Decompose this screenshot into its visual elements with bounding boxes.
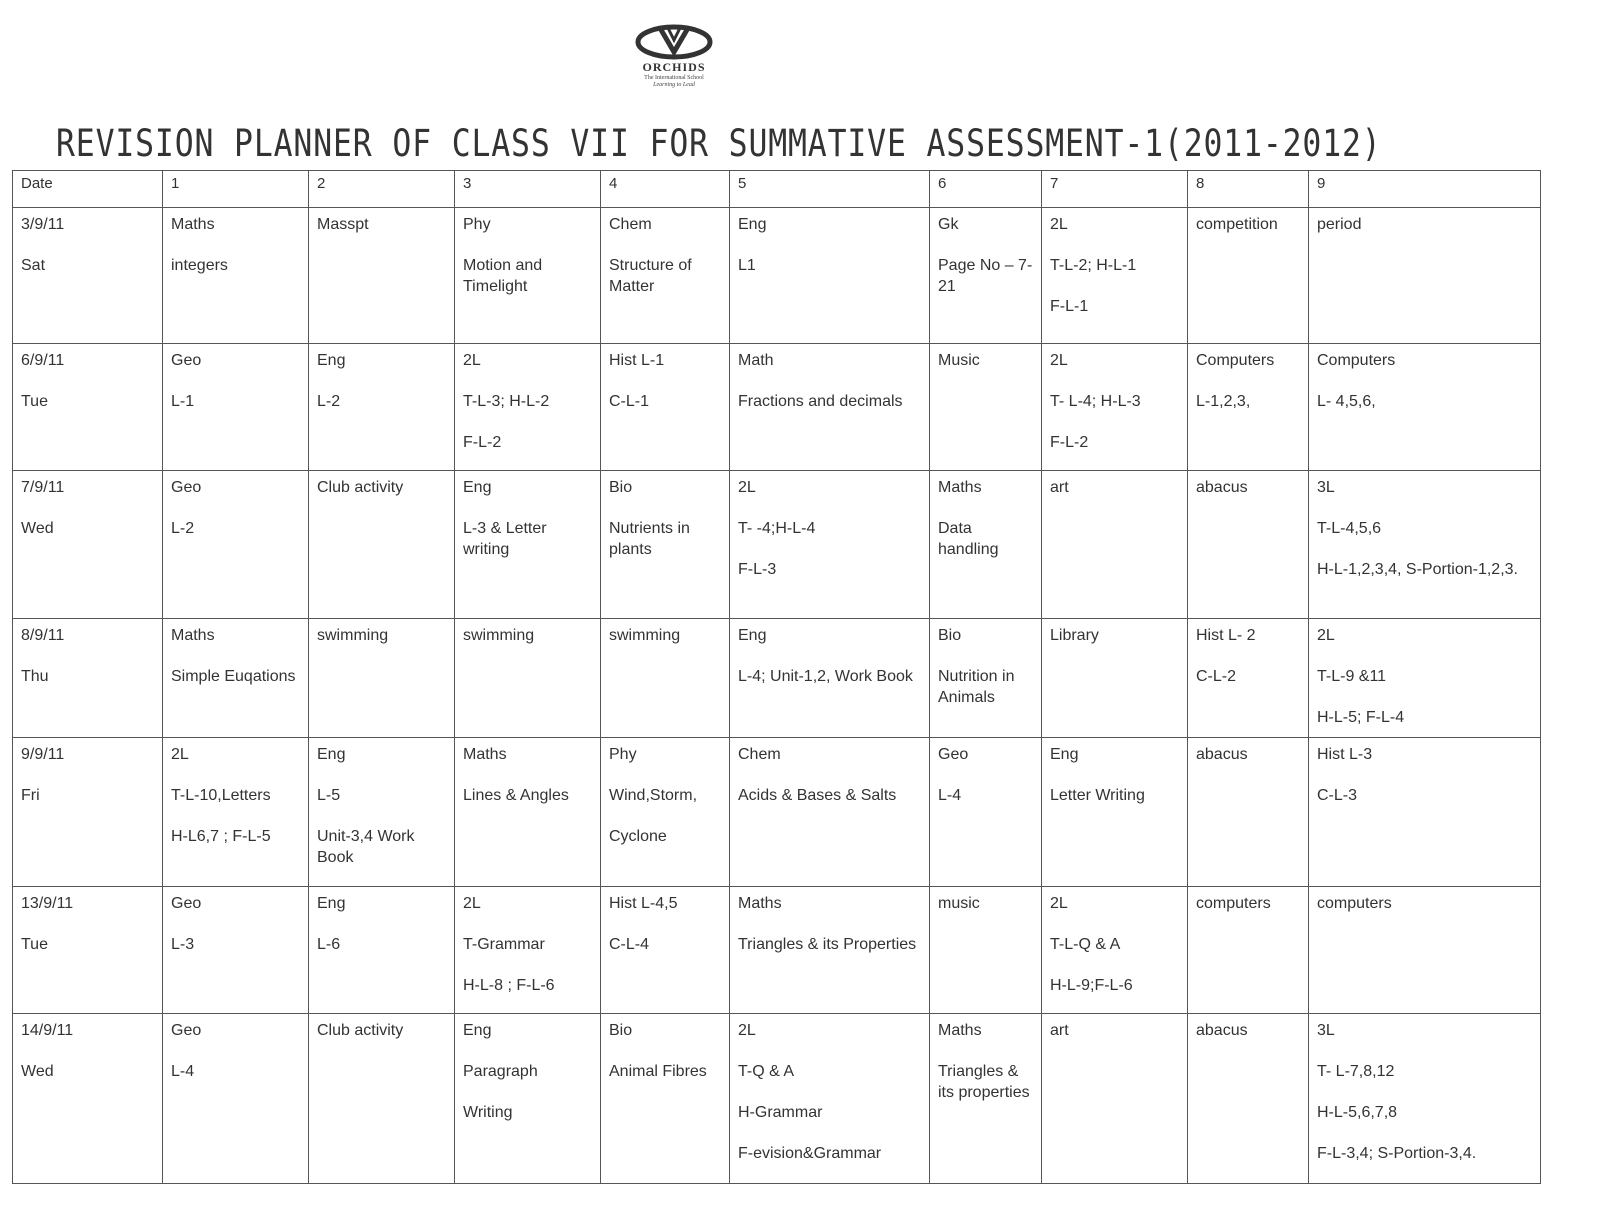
subject-text: Library — [1050, 627, 1099, 644]
date-cell — [13, 208, 163, 344]
period-cell — [930, 1014, 1042, 1184]
subject-text: Bio — [938, 627, 962, 644]
period-cell — [1188, 887, 1309, 1014]
subject-text: Music — [938, 352, 980, 369]
period-cell — [1309, 344, 1541, 471]
subject-text: Eng — [317, 746, 346, 763]
header-cell: 5 — [730, 171, 930, 208]
subject-text: Eng — [463, 1022, 492, 1039]
subject-text: Hist L-3 — [1317, 746, 1373, 763]
period-cell — [309, 344, 455, 471]
subject-text: Club activity — [317, 1022, 404, 1039]
date-text: 6/9/11 — [21, 352, 65, 369]
weekday-text: Thu — [21, 668, 49, 685]
period-cell — [309, 471, 455, 619]
subject-text: 3L — [1317, 479, 1335, 496]
subject-text: swimming — [463, 627, 535, 644]
topic-text: Unit-3,4 Work Book — [317, 828, 415, 866]
school-logo — [622, 22, 726, 102]
period-cell — [1188, 738, 1309, 887]
weekday-text: Fri — [21, 787, 40, 804]
period-cell — [930, 738, 1042, 887]
subject-text: Geo — [171, 895, 202, 912]
subject-text: abacus — [1196, 1022, 1248, 1039]
header-cell: 7 — [1042, 171, 1188, 208]
table-row — [13, 887, 1541, 1014]
subject-text: 2L — [1050, 352, 1068, 369]
period-cell — [1042, 887, 1188, 1014]
topic-text: T-Grammar — [463, 936, 545, 953]
topic-text: L-1,2,3, — [1196, 393, 1251, 410]
subject-text: Gk — [938, 216, 959, 233]
period-cell — [309, 738, 455, 887]
subject-text: Maths — [171, 627, 215, 644]
subject-text: abacus — [1196, 479, 1248, 496]
topic-text: L- 4,5,6, — [1317, 393, 1376, 410]
topic-text: Writing — [463, 1104, 513, 1121]
date-cell — [13, 1014, 163, 1184]
topic-text: F-L-3,4; S-Portion-3,4. — [1317, 1145, 1477, 1162]
period-cell — [309, 619, 455, 738]
period-cell — [455, 887, 601, 1014]
period-cell — [163, 887, 309, 1014]
topic-text: Letter Writing — [1050, 787, 1145, 804]
period-cell — [601, 208, 730, 344]
period-cell — [163, 1014, 309, 1184]
subject-text: Maths — [463, 746, 507, 763]
topic-text: F-L-3 — [738, 561, 777, 578]
date-cell — [13, 471, 163, 619]
period-cell — [309, 1014, 455, 1184]
weekday-text: Tue — [21, 936, 48, 953]
topic-text: H-L-5; F-L-4 — [1317, 709, 1405, 726]
subject-text: art — [1050, 479, 1069, 496]
topic-text: T-L-4,5,6 — [1317, 520, 1382, 537]
period-cell — [930, 344, 1042, 471]
subject-text: 2L — [738, 1022, 756, 1039]
period-cell — [455, 738, 601, 887]
topic-text: Data handling — [938, 520, 999, 558]
period-cell — [1309, 208, 1541, 344]
topic-text: L-1 — [171, 393, 195, 410]
subject-text: computers — [1196, 895, 1271, 912]
subject-text: Eng — [463, 479, 492, 496]
period-cell — [1309, 887, 1541, 1014]
topic-text: F-L-1 — [1050, 298, 1089, 315]
subject-text: competition — [1196, 216, 1278, 233]
subject-text: Bio — [609, 479, 633, 496]
subject-text: Maths — [938, 479, 982, 496]
revision-planner-table — [12, 170, 1541, 1184]
topic-text: T-L-10,Letters — [171, 787, 271, 804]
subject-text: Geo — [171, 352, 202, 369]
topic-text: T-L-Q & A — [1050, 936, 1121, 953]
period-cell — [930, 887, 1042, 1014]
period-cell — [309, 208, 455, 344]
page-title: REVISION PLANNER OF CLASS VII FOR SUMMATIVE ASSESSMENT-1(2011-2012) — [56, 122, 1382, 165]
period-cell — [1042, 1014, 1188, 1184]
subject-text: art — [1050, 1022, 1069, 1039]
subject-text: Hist L- 2 — [1196, 627, 1256, 644]
subject-text: Maths — [738, 895, 782, 912]
topic-text: T-Q & A — [738, 1063, 795, 1080]
table-row — [13, 208, 1541, 344]
header-cell: 2 — [309, 171, 455, 208]
topic-text: L-4 — [938, 787, 962, 804]
subject-text: Chem — [738, 746, 781, 763]
table-row — [13, 471, 1541, 619]
period-cell — [1042, 344, 1188, 471]
header-cell: 4 — [601, 171, 730, 208]
header-cell: 3 — [455, 171, 601, 208]
topic-text: Wind,Storm, — [609, 787, 698, 804]
logo-name: ORCHIDS — [642, 60, 706, 74]
period-cell — [1042, 619, 1188, 738]
planner-table-wrapper — [12, 170, 1541, 1184]
period-cell — [1042, 738, 1188, 887]
topic-text: T-L-9 &11 — [1317, 668, 1387, 685]
subject-text: Eng — [317, 895, 346, 912]
subject-text: Eng — [1050, 746, 1079, 763]
weekday-text: Wed — [21, 520, 54, 537]
date-text: 13/9/11 — [21, 895, 74, 912]
subject-text: Phy — [609, 746, 637, 763]
period-cell — [163, 344, 309, 471]
subject-text: swimming — [317, 627, 389, 644]
subject-text: 2L — [1050, 216, 1068, 233]
period-cell — [601, 619, 730, 738]
date-cell — [13, 619, 163, 738]
period-cell — [1188, 1014, 1309, 1184]
period-cell — [930, 208, 1042, 344]
subject-text: Club activity — [317, 479, 404, 496]
period-cell — [1042, 471, 1188, 619]
subject-text: 2L — [1050, 895, 1068, 912]
topic-text: Paragraph — [463, 1063, 538, 1080]
topic-text: F-L-2 — [1050, 434, 1089, 451]
date-text: 14/9/11 — [21, 1022, 74, 1039]
subject-text: 2L — [738, 479, 756, 496]
weekday-text: Sat — [21, 257, 46, 274]
header-cell: 6 — [930, 171, 1042, 208]
table-row — [13, 619, 1541, 738]
period-cell — [1309, 1014, 1541, 1184]
period-cell — [730, 887, 930, 1014]
subject-text: Computers — [1196, 352, 1275, 369]
period-cell — [930, 619, 1042, 738]
topic-text: H-L-1,2,3,4, S-Portion-1,2,3. — [1317, 561, 1518, 578]
subject-text: 2L — [463, 352, 481, 369]
subject-text: 2L — [463, 895, 481, 912]
topic-text: F-evision&Grammar — [738, 1145, 882, 1162]
topic-text: integers — [171, 257, 228, 274]
header-cell: Date — [13, 171, 163, 208]
header-cell: 1 — [163, 171, 309, 208]
period-cell — [455, 208, 601, 344]
topic-text: H-Grammar — [738, 1104, 823, 1121]
topic-text: L-2 — [171, 520, 195, 537]
logo-tagline: Learning to Lead — [653, 82, 695, 88]
topic-text: Nutrition in Animals — [938, 668, 1015, 706]
topic-text: H-L-8 ; F-L-6 — [463, 977, 555, 994]
subject-text: 3L — [1317, 1022, 1335, 1039]
subject-text: Phy — [463, 216, 491, 233]
period-cell — [163, 471, 309, 619]
period-cell — [1042, 208, 1188, 344]
weekday-text: Tue — [21, 393, 48, 410]
subject-text: swimming — [609, 627, 681, 644]
topic-text: L1 — [738, 257, 756, 274]
period-cell — [1188, 208, 1309, 344]
subject-text: Maths — [171, 216, 215, 233]
topic-text: C-L-2 — [1196, 668, 1237, 685]
topic-text: Cyclone — [609, 828, 667, 845]
topic-text: H-L6,7 ; F-L-5 — [171, 828, 271, 845]
topic-text: Lines & Angles — [463, 787, 569, 804]
topic-text: L-6 — [317, 936, 341, 953]
period-cell — [163, 208, 309, 344]
subject-text: Math — [738, 352, 774, 369]
topic-text: F-L-2 — [463, 434, 502, 451]
subject-text: Maths — [938, 1022, 982, 1039]
period-cell — [601, 471, 730, 619]
subject-text: Eng — [738, 627, 767, 644]
subject-text: Hist L-1 — [609, 352, 665, 369]
weekday-text: Wed — [21, 1063, 54, 1080]
period-cell — [601, 1014, 730, 1184]
topic-text: H-L-9;F-L-6 — [1050, 977, 1133, 994]
period-cell — [601, 344, 730, 471]
table-row — [13, 1014, 1541, 1184]
topic-text: L-5 — [317, 787, 341, 804]
period-cell — [163, 619, 309, 738]
period-cell — [1309, 738, 1541, 887]
period-cell — [455, 1014, 601, 1184]
subject-text: Chem — [609, 216, 652, 233]
table-row — [13, 344, 1541, 471]
topic-text: T-L-2; H-L-1 — [1050, 257, 1137, 274]
topic-text: T- L-7,8,12 — [1317, 1063, 1395, 1080]
subject-text: music — [938, 895, 980, 912]
date-cell — [13, 738, 163, 887]
period-cell — [730, 1014, 930, 1184]
subject-text: Geo — [938, 746, 969, 763]
topic-text: Acids & Bases & Salts — [738, 787, 897, 804]
logo-subtitle: The International School — [644, 75, 704, 81]
subject-text: Masspt — [317, 216, 369, 233]
period-cell — [1309, 471, 1541, 619]
period-cell — [455, 344, 601, 471]
period-cell — [601, 887, 730, 1014]
period-cell — [1309, 619, 1541, 738]
table-row — [13, 738, 1541, 887]
topic-text: Page No – 7-21 — [938, 257, 1033, 295]
topic-text: C-L-4 — [609, 936, 650, 953]
period-cell — [1188, 344, 1309, 471]
orchids-emblem-icon — [634, 22, 714, 62]
topic-text: Motion and Timelight — [463, 257, 543, 295]
subject-text: abacus — [1196, 746, 1248, 763]
period-cell — [1188, 471, 1309, 619]
topic-text: Fractions and decimals — [738, 393, 903, 410]
topic-text: Structure of Matter — [609, 257, 692, 295]
period-cell — [455, 619, 601, 738]
period-cell — [930, 471, 1042, 619]
topic-text: C-L-3 — [1317, 787, 1358, 804]
topic-text: Animal Fibres — [609, 1063, 707, 1080]
date-text: 7/9/11 — [21, 479, 65, 496]
period-cell — [730, 344, 930, 471]
subject-text: Hist L-4,5 — [609, 895, 678, 912]
topic-text: C-L-1 — [609, 393, 650, 410]
topic-text: L-4; Unit-1,2, Work Book — [738, 668, 913, 685]
subject-text: Eng — [317, 352, 346, 369]
period-cell — [730, 208, 930, 344]
subject-text: 2L — [1317, 627, 1335, 644]
subject-text: period — [1317, 216, 1362, 233]
topic-text: L-4 — [171, 1063, 195, 1080]
header-row — [13, 171, 1541, 208]
date-cell — [13, 887, 163, 1014]
date-cell — [13, 344, 163, 471]
topic-text: L-3 & Letter writing — [463, 520, 547, 558]
topic-text: Simple Euqations — [171, 668, 296, 685]
topic-text: Triangles & its properties — [938, 1063, 1030, 1101]
period-cell — [601, 738, 730, 887]
subject-text: 2L — [171, 746, 189, 763]
topic-text: L-3 — [171, 936, 195, 953]
header-cell: 9 — [1309, 171, 1541, 208]
subject-text: computers — [1317, 895, 1392, 912]
period-cell — [730, 619, 930, 738]
topic-text: H-L-5,6,7,8 — [1317, 1104, 1398, 1121]
date-text: 8/9/11 — [21, 627, 65, 644]
topic-text: T- L-4; H-L-3 — [1050, 393, 1141, 410]
period-cell — [163, 738, 309, 887]
topic-text: Nutrients in plants — [609, 520, 690, 558]
topic-text: T- -4;H-L-4 — [738, 520, 816, 537]
subject-text: Geo — [171, 1022, 202, 1039]
period-cell — [730, 471, 930, 619]
subject-text: Bio — [609, 1022, 633, 1039]
subject-text: Computers — [1317, 352, 1396, 369]
period-cell — [730, 738, 930, 887]
topic-text: Triangles & its Properties — [738, 936, 917, 953]
subject-text: Geo — [171, 479, 202, 496]
subject-text: Eng — [738, 216, 767, 233]
header-cell: 8 — [1188, 171, 1309, 208]
period-cell — [455, 471, 601, 619]
period-cell — [1188, 619, 1309, 738]
topic-text: T-L-3; H-L-2 — [463, 393, 550, 410]
topic-text: L-2 — [317, 393, 341, 410]
period-cell — [309, 887, 455, 1014]
date-text: 9/9/11 — [21, 746, 65, 763]
date-text: 3/9/11 — [21, 216, 65, 233]
